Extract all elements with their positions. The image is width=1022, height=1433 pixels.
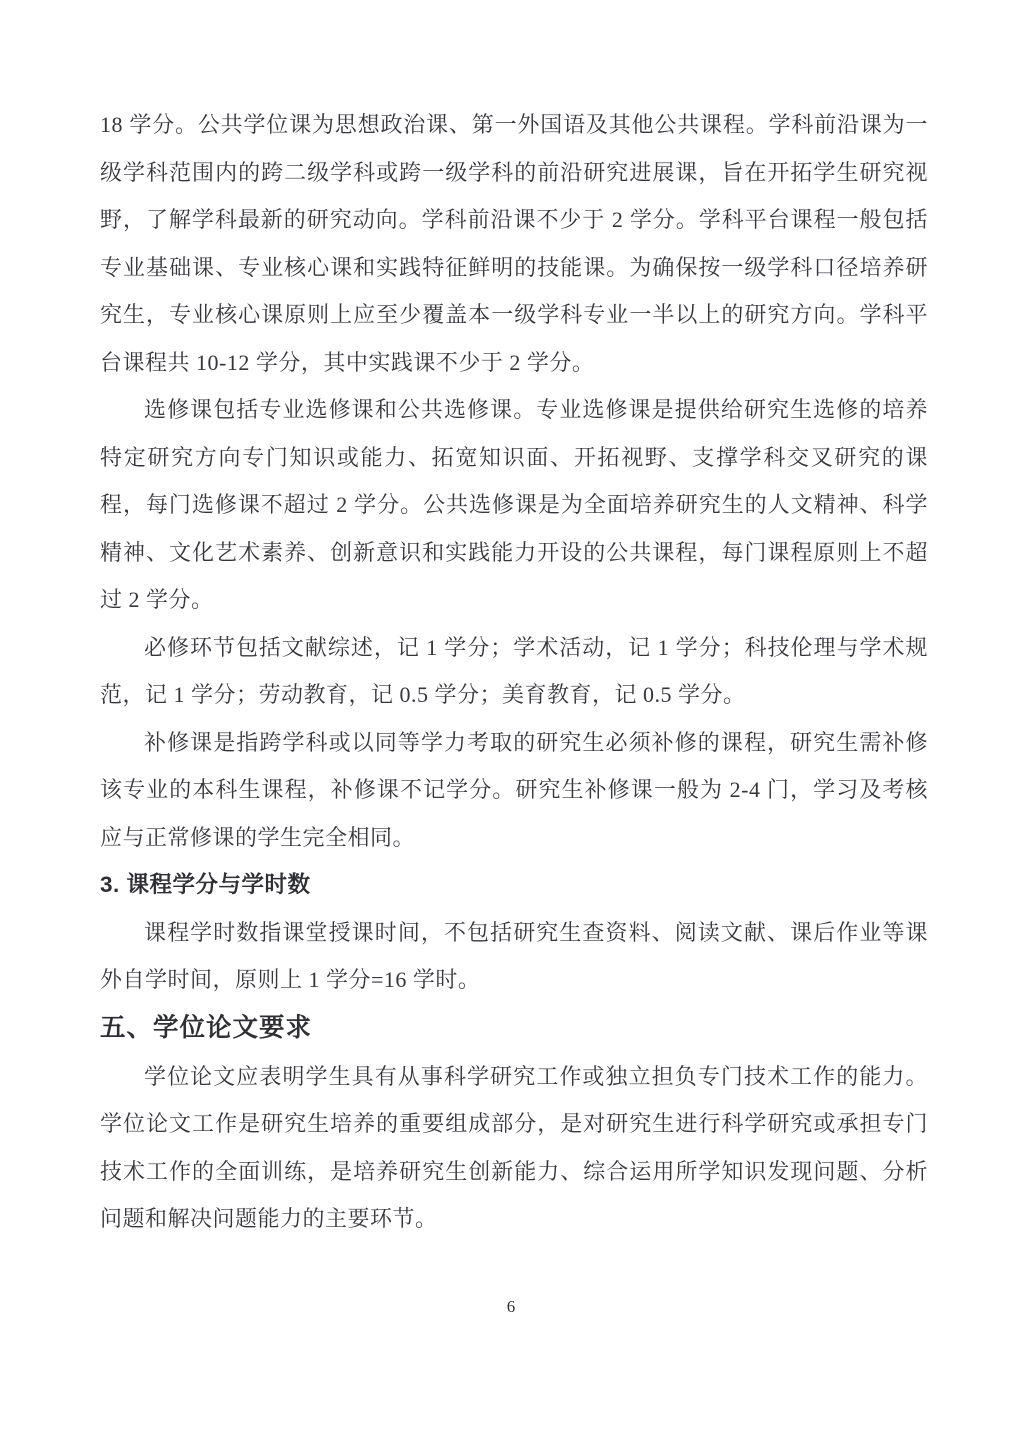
paragraph-continuation: 18 学分。公共学位课为思想政治课、第一外国语及其他公共课程。学科前沿课为一级学科范围内的跨二级学科或跨一级学科的前沿研究进展课，旨在开拓学生研究视野，了解学科最新的研究动向。学科前沿课不少于 2 学分。学科平台课程一般包括专业基础课、专业核心课和实践特征鲜明的技能课。为确保按一级学科口径培养研究生，专业核心课原则上应至少覆盖本一级学科专业一半以上的研究方向。学科平台课程共 10-12 学分，其中实践课不少于 2 学分。 [100,112,928,375]
page-content [100,101,928,1243]
paragraph-credit-hours: 课程学时数指课堂授课时间，不包括研究生查资料、阅读文献、课后作业等课外自学时间，原则上 1 学分=16 学时。 [100,919,928,992]
paragraph-makeup-courses: 补修课是指跨学科或以同等学力考取的研究生必须补修的课程，研究生需补修该专业的本科生课程，补修课不记学分。研究生补修课一般为 2-4 门，学习及考核应与正常修课的学生完全相同。 [100,729,928,850]
heading-thesis-requirements: 五、学位论文要求 [100,1013,313,1042]
subheading-credit-hours: 3. 课程学分与学时数 [100,872,311,897]
page-number: 6 [506,1297,516,1316]
paragraph-required-steps: 必修环节包括文献综述，记 1 学分；学术活动，记 1 学分；科技伦理与学术规范，记 1 学分；劳动教育，记 0.5 学分；美育教育，记 0.5 学分。 [100,634,928,707]
paragraph-thesis: 学位论文应表明学生具有从事科学研究工作或独立担负专门技术工作的能力。学位论文工作是研究生培养的重要组成部分，是对研究生进行科学研究或承担专门技术工作的全面训练，是培养研究生创新能力、综合运用所学知识发现问题、分析问题和解决问题能力的主要环节。 [100,1063,928,1231]
paragraph-electives: 选修课包括专业选修课和公共选修课。专业选修课是提供给研究生选修的培养特定研究方向专门知识或能力、拓宽知识面、开拓视野、支撑学科交叉研究的课程，每门选修课不超过 2 学分。公共选修课是为全面培养研究生的人文精神、科学精神、文化艺术素养、创新意识和实践能力开设的公共课程，每门课程原则上不超过 2 学分。 [100,397,928,612]
